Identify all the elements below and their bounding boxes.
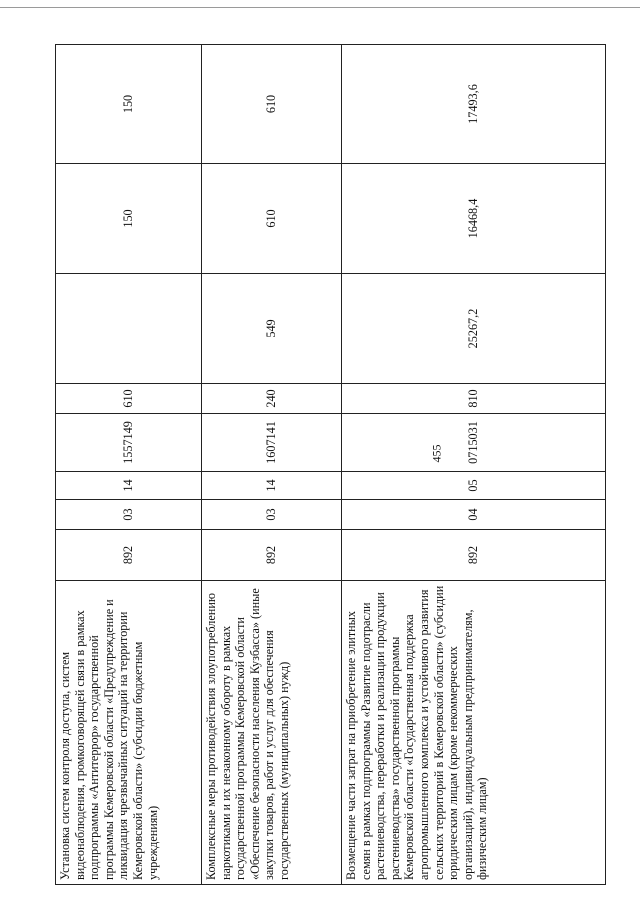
amount-col7: 16468,4: [342, 164, 606, 274]
expense-type-code: 240: [202, 384, 342, 414]
table-row: [56, 45, 202, 885]
amount-col8: 150: [56, 45, 202, 164]
row-description: Комплексные меры противодействия злоупотреблению наркотиками и их незаконному обороту в рамках государственной программы Кемеровской области «Обеспечение безопасности населения Кузбасса» (иные закупки товаров, работ и услуг для обеспечения государственных (муниципальных) нужд): [202, 581, 342, 885]
ministry-code: 892: [342, 530, 606, 581]
table-row: [202, 45, 342, 885]
expense-type-code: 810: [342, 384, 606, 414]
row-description: Установка систем контроля доступа, систем видеонаблюдения, громкоговорящей связи в рамках подпрограммы «Антитеррор» государственной программы Кемеровской области «Предупреждение и ликвидация чрезвычайных ситуаций на территории Кемеровской области» (субсидии бюджетным учреждениям): [56, 581, 202, 885]
target-code: 1607141: [202, 414, 342, 472]
ministry-code: 892: [56, 530, 202, 581]
page-number: 455: [429, 444, 444, 463]
section-code: 03: [202, 500, 342, 530]
rotated-table-wrapper: [55, 45, 605, 885]
ministry-code: 892: [202, 530, 342, 581]
amount-col8: 17493,6: [342, 45, 606, 164]
amount-col6: 25267,2: [342, 274, 606, 384]
table-row: [342, 45, 606, 885]
page-top-rule: [0, 7, 640, 8]
section-code: 03: [56, 500, 202, 530]
target-code: 0715031: [342, 414, 606, 472]
subsection-code: 05: [342, 472, 606, 500]
section-code: 04: [342, 500, 606, 530]
row-description: Возмещение части затрат на приобретение элитных семян в рамках подпрограммы «Развитие подотрасли растениеводства, переработки и реализации продукции растениеводства» государственной программы Кемеровской области «Государственная поддержка агропромышленного комплекса и устойчивого развития сельских территорий в Кемеровской области» (субсидии юридическим лицам (кроме некоммерческих организаций), индивидуальным предпринимателям, физическим лицам): [342, 581, 606, 885]
amount-col6: 549: [202, 274, 342, 384]
target-code: 1557149: [56, 414, 202, 472]
subsection-code: 14: [202, 472, 342, 500]
amount-col6: [56, 274, 202, 384]
amount-col7: 610: [202, 164, 342, 274]
subsection-code: 14: [56, 472, 202, 500]
amount-col7: 150: [56, 164, 202, 274]
budget-table: [55, 44, 606, 885]
expense-type-code: 610: [56, 384, 202, 414]
amount-col8: 610: [202, 45, 342, 164]
